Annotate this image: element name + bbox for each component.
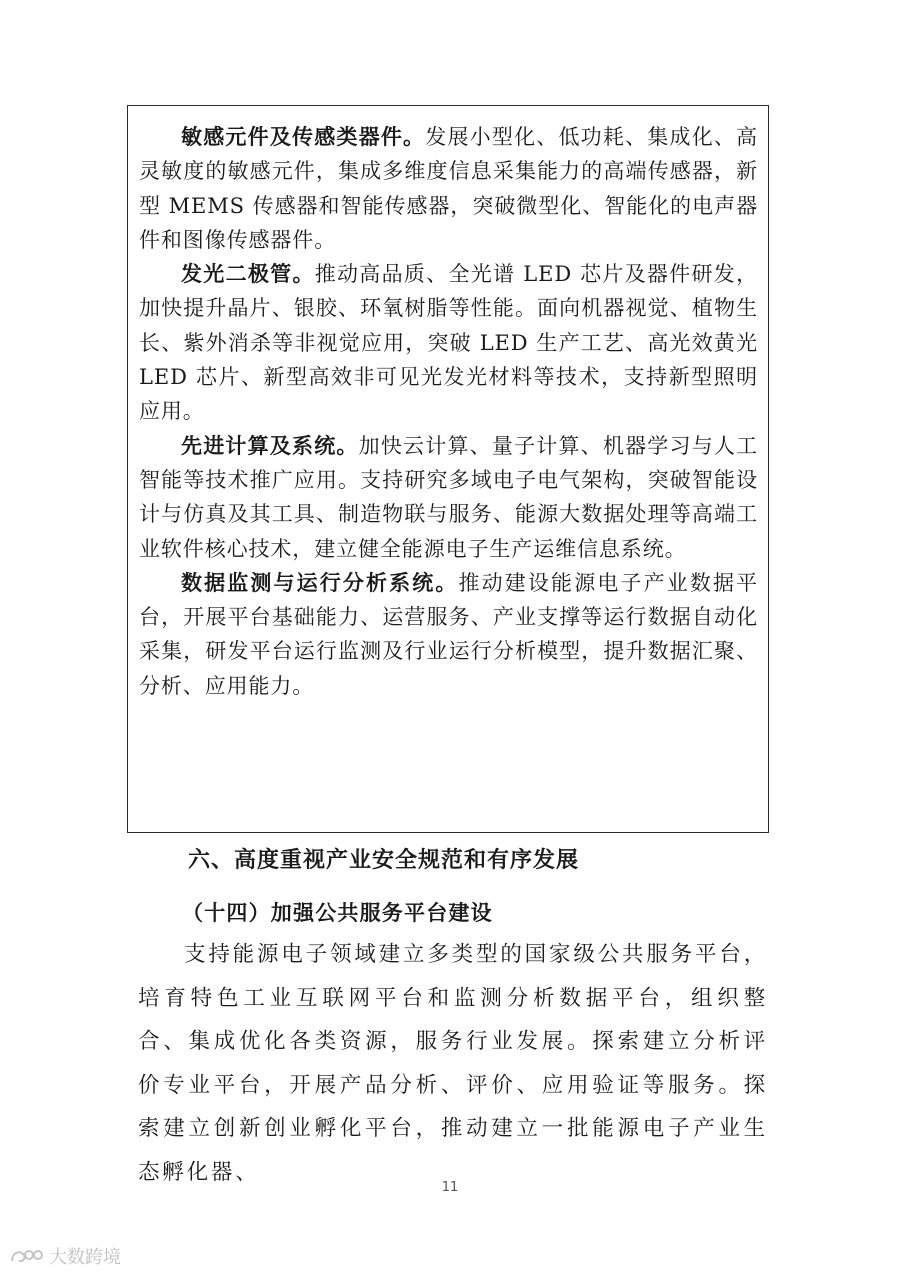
paragraph-lead: 发光二极管。	[181, 261, 315, 287]
box-paragraph-led	[139, 257, 758, 428]
paragraph-lead: 敏感元件及传感类器件。	[181, 124, 426, 149]
watermark-text: 大数跨境	[49, 1247, 121, 1268]
paragraph-text: 推动建设能源电子产业数据平台，开展平台基础能力、运营服务、产业支撑等运行数据自动化采集，研发平台运行监测及行业运行分析模型，提升数据汇聚、分析、应用能力。	[139, 570, 758, 698]
paragraph-text: 加快云计算、量子计算、机器学习与人工智能等技术推广应用。支持研究多域电子电气架构，突破智能设计与仿真及其工具、制造物联与服务、能源大数据处理等高端工业软件核心技术，建立健全能源电子生产运维信息系统。	[139, 433, 759, 561]
page-number: 11	[441, 1180, 459, 1195]
section-heading: 六、高度重视产业安全规范和有序发展	[188, 848, 580, 873]
box-paragraph-sensors	[139, 120, 758, 257]
subsection-heading: （十四）加强公共服务平台建设	[182, 901, 493, 925]
box-paragraph-computing	[139, 429, 758, 566]
paragraph-lead: 数据监测与运行分析系统。	[181, 569, 459, 595]
paragraph-lead: 先进计算及系统。	[181, 432, 359, 458]
brand-logo-icon	[10, 1247, 44, 1265]
paragraph-text: 发展小型化、低功耗、集成化、高灵敏度的敏感元件，集成多维度信息采集能力的高端传感器，新型 MEMS 传感器和智能传感器，突破微型化、智能化的电声器件和图像传感器件。	[139, 125, 759, 252]
highlight-box	[127, 105, 769, 833]
body-paragraph: 支持能源电子领域建立多类型的国家级公共服务平台，培育特色工业互联网平台和监测分析数据平台，组织整合、集成优化各类资源，服务行业发展。探索建立分析评价专业平台，开展产品分析、评价、应用验证等服务。探索建立创新创业孵化平台，推动建立一批能源电子产业生态孵化器、	[138, 942, 768, 1185]
paragraph-text: 推动高品质、全光谱 LED 芯片及器件研发，加快提升晶片、银胶、环氧树脂等性能。面向机器视觉、植物生长、紫外消杀等非视觉应用，突破 LED 生产工艺、高光效黄光 LED 芯片、新型高效非可见光发光材料等技术，支持新型照明应用。	[139, 262, 758, 424]
box-paragraph-monitoring	[139, 566, 758, 703]
watermark	[10, 1243, 121, 1269]
